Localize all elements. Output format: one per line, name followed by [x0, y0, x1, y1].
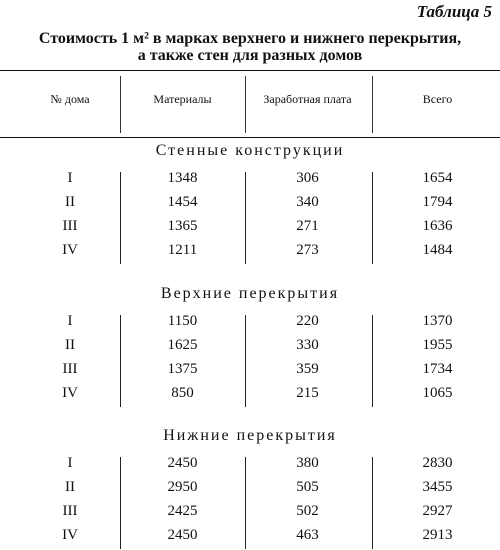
table-row: [0, 385, 500, 408]
materials-cell: 2450: [167, 455, 198, 471]
column-divider: [245, 457, 246, 549]
materials-cell: 2425: [167, 503, 198, 519]
column-divider: [372, 315, 373, 407]
materials-cell: 2450: [167, 527, 198, 543]
total-cell: 1636: [422, 218, 453, 234]
header-house-number: № дома: [50, 92, 90, 106]
wages-cell: 220: [296, 313, 319, 329]
table-header: [0, 70, 500, 137]
house-number-cell: IV: [62, 527, 78, 543]
wages-cell: 306: [296, 170, 319, 186]
materials-cell: 1375: [167, 361, 198, 377]
wages-cell: 502: [296, 503, 319, 519]
table-row: [0, 337, 500, 360]
house-number-cell: III: [62, 503, 78, 519]
house-number-cell: III: [62, 361, 78, 377]
house-number-cell: II: [65, 337, 75, 353]
house-number-cell: I: [67, 455, 73, 471]
header-divider: [120, 76, 121, 133]
table-row: [0, 361, 500, 384]
total-cell: 1484: [422, 242, 453, 258]
total-cell: 1734: [422, 361, 453, 377]
wages-cell: 330: [296, 337, 319, 353]
wages-cell: 273: [296, 242, 319, 258]
table-row: [0, 455, 500, 478]
header-divider: [372, 76, 373, 133]
column-divider: [245, 172, 246, 264]
title-line-2: а также стен для разных домов: [137, 47, 363, 64]
wages-cell: 340: [296, 194, 319, 210]
house-number-cell: IV: [62, 242, 78, 258]
column-divider: [120, 315, 121, 407]
total-cell: 2927: [422, 503, 453, 519]
column-divider: [372, 172, 373, 264]
total-cell: 1654: [422, 170, 453, 186]
table-row: [0, 479, 500, 502]
header-materials: Материалы: [153, 92, 212, 106]
total-cell: 3455: [422, 479, 453, 495]
house-number-cell: I: [67, 313, 73, 329]
total-cell: 1065: [422, 385, 453, 401]
wages-cell: 380: [296, 455, 319, 471]
table-title: [0, 30, 500, 64]
column-divider: [245, 315, 246, 407]
materials-cell: 2950: [167, 479, 198, 495]
materials-cell: 850: [171, 385, 194, 401]
column-divider: [120, 457, 121, 549]
house-number-cell: II: [65, 479, 75, 495]
column-divider: [372, 457, 373, 549]
header-wages: Заработная плата: [263, 92, 352, 106]
title-line-1: Стоимость 1 м² в марках верхнего и нижнего перекрытия,: [38, 30, 462, 47]
table-row: [0, 170, 500, 193]
total-cell: 1794: [422, 194, 453, 210]
materials-cell: 1365: [167, 218, 198, 234]
materials-cell: 1625: [167, 337, 198, 353]
wages-cell: 271: [296, 218, 319, 234]
materials-cell: 1150: [167, 313, 198, 329]
materials-cell: 1211: [167, 242, 198, 258]
materials-cell: 1454: [167, 194, 198, 210]
table-row: [0, 242, 500, 265]
total-cell: 2913: [422, 527, 453, 543]
table-row: [0, 313, 500, 336]
total-cell: 2830: [422, 455, 453, 471]
house-number-cell: II: [65, 194, 75, 210]
table-row: [0, 218, 500, 241]
house-number-cell: IV: [62, 385, 78, 401]
header-total: Всего: [422, 92, 453, 106]
table-label: Таблица 5: [416, 2, 492, 21]
materials-cell: 1348: [167, 170, 198, 186]
table-row: [0, 503, 500, 526]
section-title: Верхние перекрытия: [160, 285, 340, 302]
total-cell: 1370: [422, 313, 453, 329]
section-title: Стенные конструкции: [155, 142, 345, 159]
house-number-cell: I: [67, 170, 73, 186]
header-bottom-rule: [0, 137, 500, 138]
wages-cell: 505: [296, 479, 319, 495]
column-divider: [120, 172, 121, 264]
wages-cell: 463: [296, 527, 319, 543]
wages-cell: 359: [296, 361, 319, 377]
total-cell: 1955: [422, 337, 453, 353]
house-number-cell: III: [62, 218, 78, 234]
section-title: Нижние перекрытия: [163, 427, 337, 444]
wages-cell: 215: [296, 385, 319, 401]
table-row: [0, 194, 500, 217]
